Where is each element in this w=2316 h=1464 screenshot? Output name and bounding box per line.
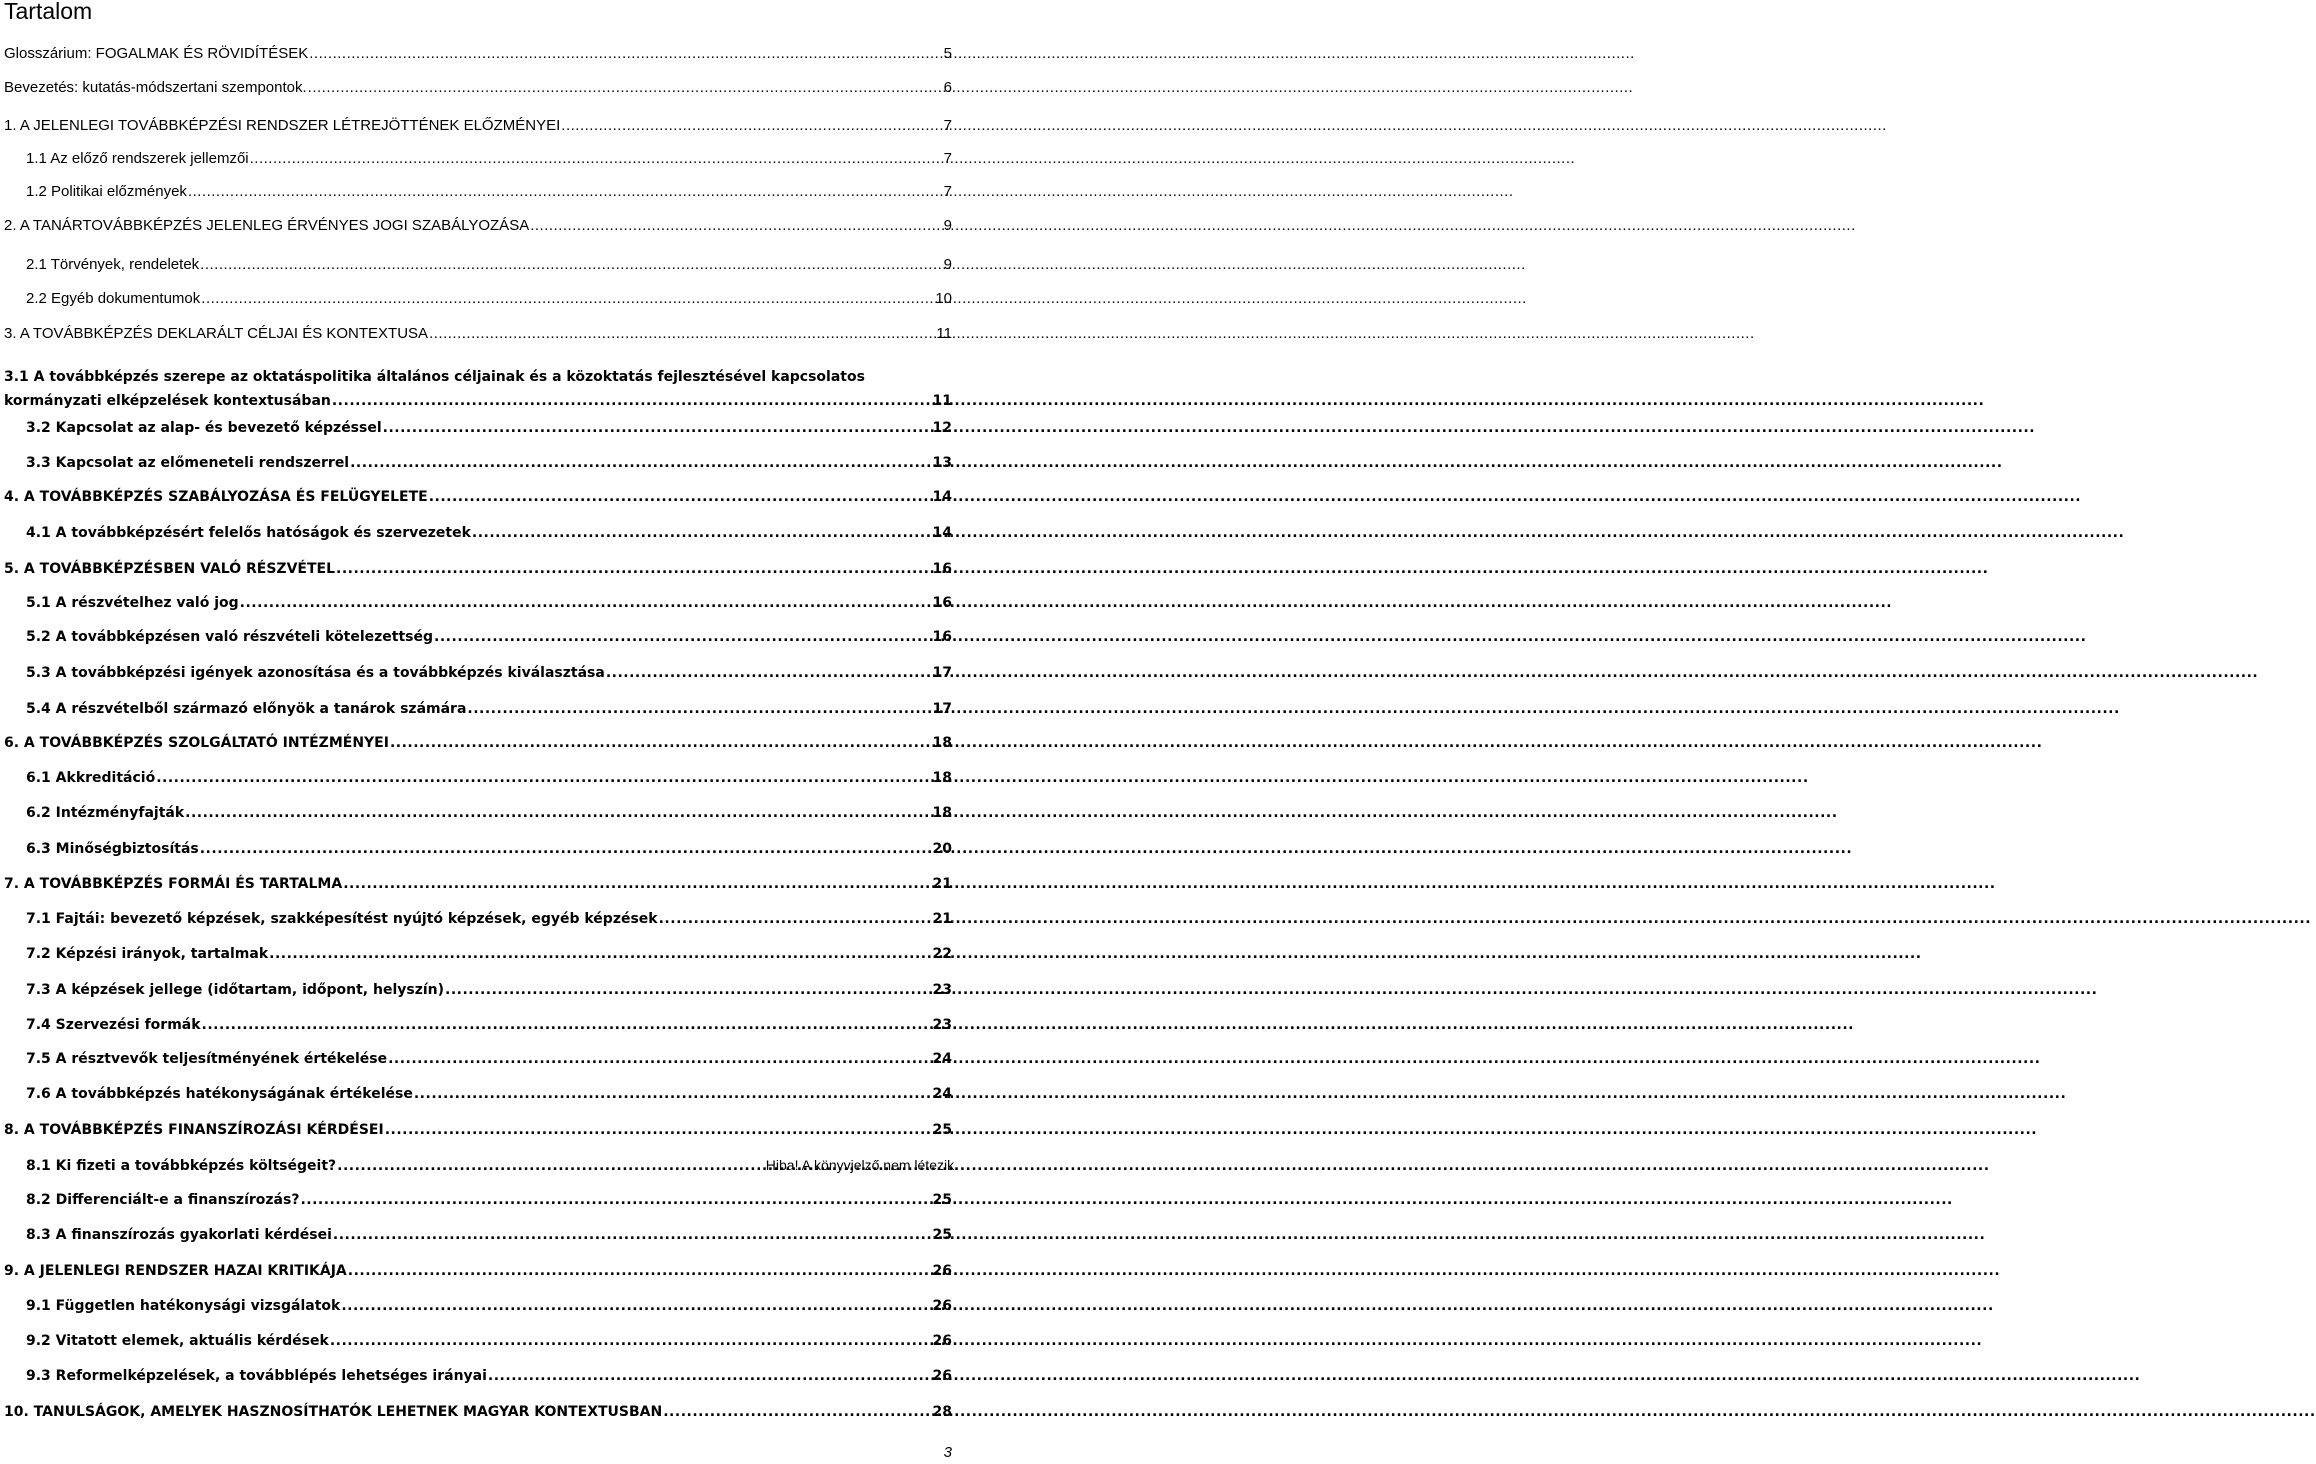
toc-entry[interactable] (4, 735, 952, 751)
toc-leader (348, 1263, 931, 1279)
toc-entry-page: 21 (932, 876, 952, 892)
toc-entry-page: 7 (943, 117, 952, 134)
toc-entry[interactable] (26, 595, 952, 611)
toc-entry-label: 7.1 Fajtái: bevezető képzések, szakképesítést nyújtó képzések, egyéb képzések (26, 911, 658, 927)
toc-leader (663, 1404, 930, 1420)
toc-leader (309, 45, 941, 62)
toc-leader (300, 1192, 930, 1208)
toc-entry-page: 18 (932, 770, 952, 786)
toc-entry-label: 9.1 Független hatékonysági vizsgálatok (26, 1298, 341, 1314)
toc-entry-label: Glosszárium: FOGALMAK ÉS RÖVIDÍTÉSEK (4, 45, 309, 62)
toc-leader (200, 256, 941, 273)
toc-entry-label: 7.6 A továbbképzés hatékonyságának értékelése (26, 1086, 413, 1102)
toc-entry-page: 16 (932, 629, 952, 645)
toc-entry[interactable] (26, 420, 952, 436)
toc-entry-label: 6. A TOVÁBBKÉPZÉS SZOLGÁLTATÓ INTÉZMÉNYEI (4, 735, 389, 751)
toc-leader (333, 1227, 931, 1243)
toc-entry-label: 5.1 A részvételhez való jog (26, 595, 239, 611)
toc-entry-page: 9 (943, 217, 952, 234)
toc-entry-label: 6.1 Akkreditáció (26, 770, 156, 786)
toc-entry-page: 11 (936, 325, 952, 342)
toc-entry[interactable] (4, 217, 952, 234)
toc-leader (269, 946, 930, 962)
toc-entry[interactable] (26, 525, 952, 541)
toc-leader (388, 1051, 930, 1067)
toc-entry-page: 24 (932, 1051, 952, 1067)
toc-entry-label: 5. A TOVÁBBKÉPZÉSBEN VALÓ RÉSZVÉTEL (4, 561, 336, 577)
toc-entry[interactable] (26, 1086, 952, 1102)
toc-entry[interactable] (26, 1051, 952, 1067)
toc-entry-label: 4.1 A továbbképzésért felelős hatóságok és szervezetek (26, 525, 471, 541)
toc-entry[interactable] (4, 1122, 952, 1138)
toc-entry-page: 25 (932, 1122, 952, 1138)
toc-entry-label: 7.3 A képzések jellege (időtartam, időpont, helyszín) (26, 982, 445, 998)
toc-leader (429, 489, 931, 505)
toc-entry-label: kormányzati elképzelések kontextusában (4, 393, 331, 409)
toc-entry-label: 4. A TOVÁBBKÉPZÉS SZABÁLYOZÁSA ÉS FELÜGYELETE (4, 489, 428, 505)
toc-entry-page: 14 (932, 525, 952, 541)
toc-leader (202, 1017, 931, 1033)
page-title: Tartalom (4, 0, 93, 24)
toc-leader (488, 1368, 931, 1384)
toc-entry[interactable] (26, 150, 952, 167)
toc-entry-page: 22 (932, 946, 952, 962)
toc-entry-page: 26 (932, 1298, 952, 1314)
toc-entry-label: 1.2 Politikai előzmények (26, 183, 187, 200)
toc-entry[interactable] (4, 561, 952, 577)
toc-entry-page: 14 (932, 489, 952, 505)
toc-leader (185, 805, 930, 821)
toc-entry[interactable] (26, 1157, 958, 1174)
toc-entry[interactable] (26, 455, 952, 471)
toc-entry-label: 9.2 Vitatott elemek, aktuális kérdések (26, 1333, 329, 1349)
toc-entry[interactable] (26, 1368, 952, 1384)
toc-entry-page: 11 (932, 393, 952, 409)
toc-leader (250, 150, 942, 167)
toc-entry[interactable] (26, 701, 952, 717)
toc-leader (472, 525, 931, 541)
toc-entry[interactable] (26, 1333, 952, 1349)
toc-leader (659, 911, 931, 927)
toc-entry-page: 25 (932, 1227, 952, 1243)
toc-entry-label: Bevezetés: kutatás-módszertani szempontok. (4, 79, 307, 96)
toc-entry-page: 6 (943, 79, 952, 96)
toc-entry-label: 5.3 A továbbképzési igények azonosítása és a továbbképzés kiválasztása (26, 665, 605, 681)
toc-entry-page: 23 (932, 982, 952, 998)
toc-leader (434, 629, 931, 645)
toc-leader (332, 389, 931, 413)
toc-entry[interactable] (26, 629, 952, 645)
toc-entry-page: 10 (935, 290, 952, 307)
toc-leader (530, 217, 941, 234)
toc-entry[interactable] (26, 665, 952, 681)
toc-entry[interactable] (26, 770, 952, 786)
toc-leader (240, 595, 931, 611)
toc-entry[interactable] (26, 290, 952, 307)
toc-entry-page: 7 (943, 183, 952, 200)
toc-leader (201, 290, 933, 307)
toc-entry-page: 17 (932, 701, 952, 717)
toc-entry-label: 5.2 A továbbképzésen való részvételi kötelezettség (26, 629, 434, 645)
toc-entry[interactable] (4, 489, 952, 505)
toc-leader (445, 982, 930, 998)
toc-entry-label: 10. TANULSÁGOK, AMELYEK HASZNOSÍTHATÓK LEHETNEK MAGYAR KONTEXTUSBAN (4, 1404, 663, 1420)
toc-entry-page: 12 (932, 420, 952, 436)
toc-entry[interactable] (26, 982, 952, 998)
toc-entry-label: 6.3 Minőségbiztosítás (26, 841, 199, 857)
toc-entry[interactable] (26, 805, 952, 821)
toc-entry-label: 9. A JELENLEGI RENDSZER HAZAI KRITIKÁJA (4, 1263, 347, 1279)
toc-entry-label: 7.5 A résztvevők teljesítményének értékelése (26, 1051, 388, 1067)
toc-entry-page: 21 (932, 911, 952, 927)
toc-error-message: Hiba! A könyvjelző nem létezik. (765, 1157, 958, 1173)
toc-entry-label: 1.1 Az előző rendszerek jellemzői (26, 150, 249, 167)
toc-entry-label: 8.2 Differenciált-e a finanszírozás? (26, 1192, 300, 1208)
toc-entry-page: 13 (932, 455, 952, 471)
toc-entry-page: 5 (943, 45, 952, 62)
toc-entry-label: 1. A JELENLEGI TOVÁBBKÉPZÉSI RENDSZER LÉTREJÖTTÉNEK ELŐZMÉNYEI (4, 117, 561, 134)
toc-entry-page: 26 (932, 1333, 952, 1349)
toc-leader (343, 876, 930, 892)
toc-entry[interactable] (4, 1404, 952, 1420)
toc-entry-page: 23 (932, 1017, 952, 1033)
toc-entry-page: 28 (932, 1404, 952, 1420)
toc-entry-page: 24 (932, 1086, 952, 1102)
toc-entry-page: 16 (932, 595, 952, 611)
toc-entry-label: 3.2 Kapcsolat az alap- és bevezető képzéssel (26, 420, 382, 436)
toc-entry-page: 16 (932, 561, 952, 577)
toc-leader (561, 117, 941, 134)
toc-leader (350, 455, 930, 471)
toc-leader (385, 1122, 931, 1138)
toc-entry-label: 3.3 Kapcsolat az előmeneteli rendszerrel (26, 455, 350, 471)
toc-entry[interactable] (26, 946, 952, 962)
toc-entry[interactable] (26, 256, 952, 273)
toc-entry-label: 2.1 Törvények, rendeletek (26, 256, 200, 273)
toc-entry-label: 8.1 Ki fizeti a továbbképzés költségeit? (26, 1158, 337, 1174)
toc-entry-label: 2.2 Egyéb dokumentumok (26, 290, 201, 307)
toc-entry-label: 3. A TOVÁBBKÉPZÉS DEKLARÁLT CÉLJAI ÉS KONTEXTUSA (4, 325, 429, 342)
toc-entry-label: 7.2 Képzési irányok, tartalmak (26, 946, 269, 962)
toc-leader (330, 1333, 931, 1349)
toc-entry-page: 26 (932, 1263, 952, 1279)
toc-leader (429, 325, 934, 342)
toc-entry-label: 5.4 A részvételből származó előnyök a tanárok számára (26, 701, 467, 717)
toc-leader (606, 665, 931, 681)
toc-entry[interactable] (26, 1298, 952, 1314)
toc-entry[interactable] (4, 325, 952, 342)
toc-entry-label: 3.1 A továbbképzés szerepe az oktatáspolitika általános céljainak és a közoktatás fejlesztésével kapcsolatos (4, 369, 865, 385)
toc-entry[interactable] (4, 876, 952, 892)
toc-entry[interactable] (26, 841, 952, 857)
toc-entry-page: 20 (932, 841, 952, 857)
toc-entry-label: 9.3 Reformelképzelések, a továbblépés lehetséges irányai (26, 1368, 487, 1384)
toc-leader (308, 79, 942, 96)
toc-entry-page: 26 (932, 1368, 952, 1384)
toc-leader (390, 735, 931, 751)
toc-entry[interactable] (26, 183, 952, 200)
toc-entry[interactable] (26, 1017, 952, 1033)
toc-entry[interactable] (4, 79, 952, 96)
toc-entry-label: 8. A TOVÁBBKÉPZÉS FINANSZÍROZÁSI KÉRDÉSEI (4, 1122, 384, 1138)
toc-entry[interactable] (4, 45, 952, 62)
toc-entry[interactable] (4, 365, 952, 413)
toc-entry[interactable] (26, 911, 952, 927)
toc-leader (337, 1158, 764, 1174)
toc-entry-label: 8.3 A finanszírozás gyakorlati kérdései (26, 1227, 332, 1243)
toc-entry-page: 18 (932, 805, 952, 821)
toc-leader (188, 183, 942, 200)
toc-entry-page: 9 (943, 256, 952, 273)
toc-entry-page: 25 (932, 1192, 952, 1208)
toc-entry-label: 2. A TANÁRTOVÁBBKÉPZÉS JELENLEG ÉRVÉNYES JOGI SZABÁLYOZÁSA (4, 217, 530, 234)
toc-leader (383, 420, 931, 436)
toc-entry-page: 17 (932, 665, 952, 681)
toc-entry[interactable] (4, 117, 952, 134)
toc-entry-label: 7.4 Szervezési formák (26, 1017, 201, 1033)
toc-entry-page: 7 (943, 150, 952, 167)
toc-leader (336, 561, 931, 577)
toc-entry-page: 18 (932, 735, 952, 751)
toc-leader (414, 1086, 931, 1102)
toc-entry-label: 7. A TOVÁBBKÉPZÉS FORMÁI ÉS TARTALMA (4, 876, 343, 892)
toc-leader (156, 770, 930, 786)
toc-leader (200, 841, 931, 857)
toc-entry[interactable] (26, 1227, 952, 1243)
toc-leader (341, 1298, 930, 1314)
toc-leader (467, 701, 930, 717)
page-number: 3 (943, 1444, 952, 1461)
toc-entry[interactable] (26, 1192, 952, 1208)
toc-entry-label: 6.2 Intézményfajták (26, 805, 185, 821)
toc-entry[interactable] (4, 1263, 952, 1279)
